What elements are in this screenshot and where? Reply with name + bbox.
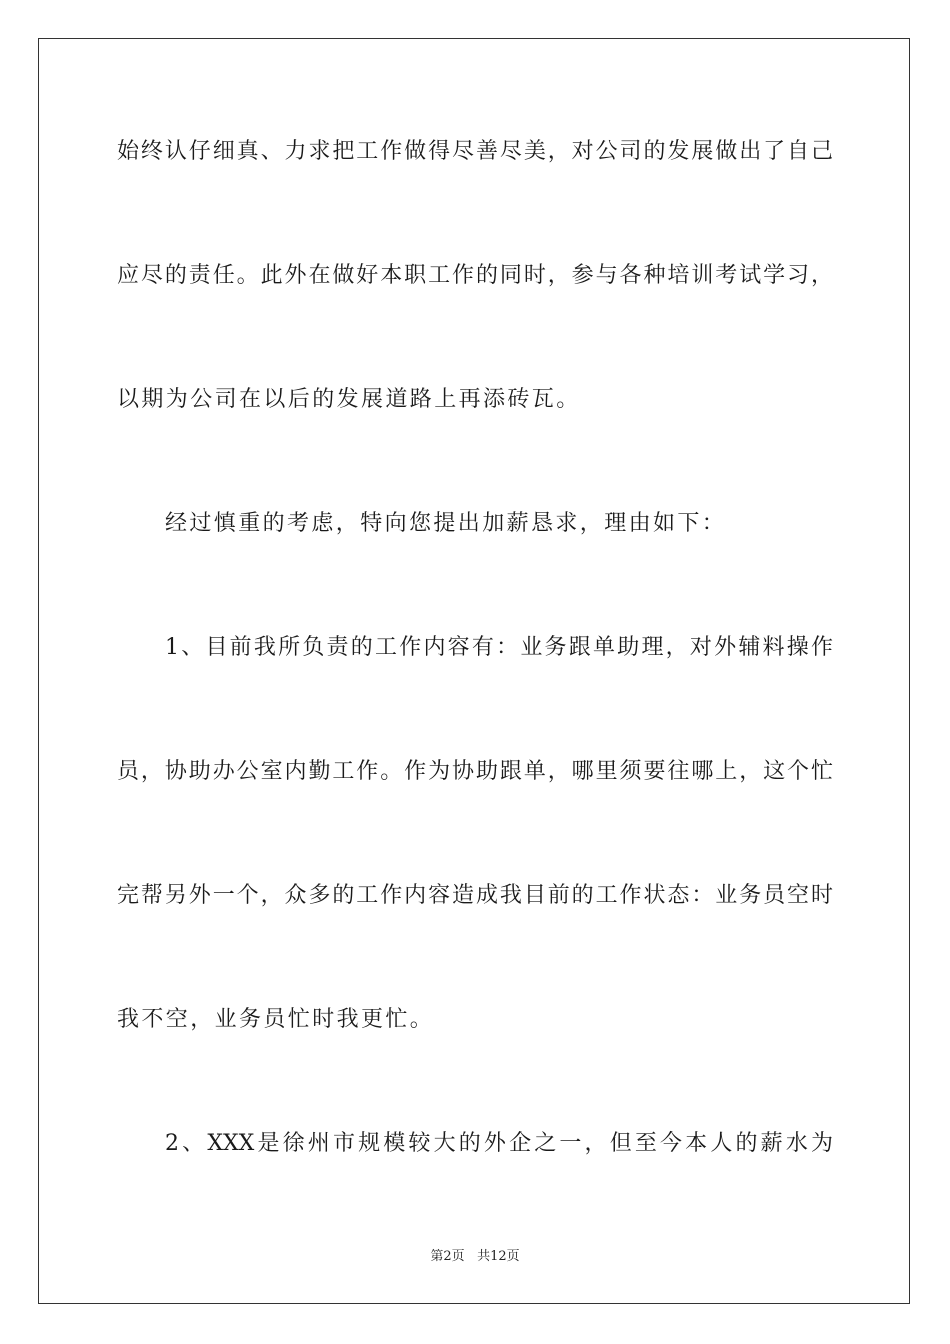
page-number: 第2页 <box>430 1249 465 1264</box>
text-line-1: 始终认仔细真、力求把工作做得尽善尽美，对公司的发展做出了自己 <box>117 139 833 164</box>
text-line-2: 应尽的责任。此外在做好本职工作的同时，参与各种培训考试学习， <box>117 263 833 288</box>
page-footer <box>0 1248 950 1266</box>
text-line-9: 2、XXX是徐州市规模较大的外企之一，但至今本人的薪水为 <box>165 1131 833 1156</box>
text-line-8: 我不空，业务员忙时我更忙。 <box>117 1007 435 1032</box>
text-line-3: 以期为公司在以后的发展道路上再添砖瓦。 <box>117 387 581 412</box>
page-total: 共12页 <box>477 1249 520 1264</box>
text-line-6: 员，协助办公室内勤工作。作为协助跟单，哪里须要往哪上，这个忙 <box>117 759 833 784</box>
text-line-7: 完帮另外一个，众多的工作内容造成我目前的工作状态：业务员空时 <box>117 883 833 908</box>
text-line-4: 经过慎重的考虑，特向您提出加薪恳求，理由如下： <box>165 511 727 536</box>
text-line-5: 1、目前我所负责的工作内容有：业务跟单助理，对外辅料操作 <box>165 635 833 660</box>
page-border <box>38 38 910 1304</box>
